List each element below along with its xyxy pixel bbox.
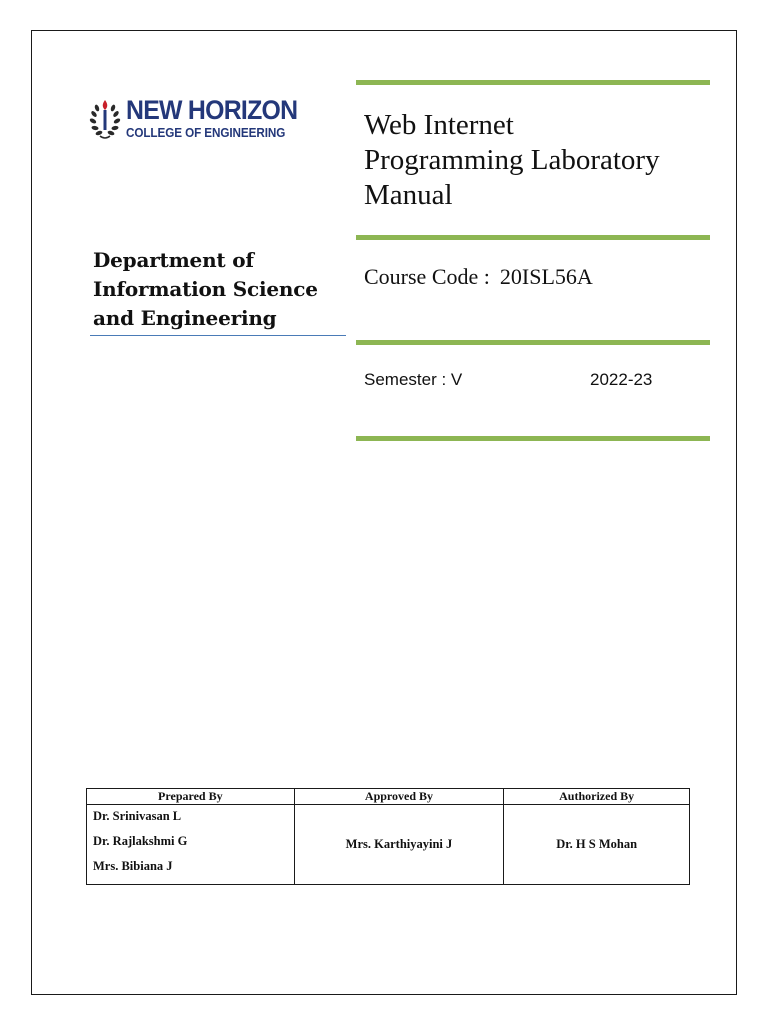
- department-title: [93, 246, 353, 333]
- manual-title-line2: Programming Laboratory: [364, 144, 660, 176]
- manual-title-line3: Manual: [364, 179, 453, 211]
- college-logo: [88, 95, 328, 144]
- signature-table: [86, 788, 690, 885]
- manual-title: [364, 108, 709, 213]
- department-line3: and Engineering: [93, 306, 277, 330]
- department-line1: Department of: [93, 248, 254, 272]
- course-code: [364, 264, 593, 290]
- semester-label: Semester : V: [364, 370, 463, 389]
- green-divider-3: [356, 340, 710, 345]
- preparer-3: Mrs. Bibiana J: [93, 859, 173, 873]
- department-line2: Information Science: [93, 277, 318, 301]
- prepared-by-cell: [87, 805, 295, 885]
- course-code-value: 20ISL56A: [499, 264, 593, 289]
- header-prepared-by: Prepared By: [87, 789, 295, 805]
- signature-header-row: [87, 789, 690, 805]
- academic-year: 2022-23: [590, 370, 653, 389]
- green-divider-2: [356, 235, 710, 240]
- green-divider-top: [356, 80, 710, 85]
- header-authorized-by: Authorized By: [504, 789, 690, 805]
- green-divider-bottom: [356, 436, 710, 441]
- approved-by-cell: Mrs. Karthiyayini J: [294, 805, 504, 885]
- department-underline: [90, 335, 346, 336]
- logo-name: NEW HORIZON: [126, 95, 298, 125]
- authorized-by-cell: Dr. H S Mohan: [504, 805, 690, 885]
- manual-title-line1: Web Internet: [364, 109, 514, 141]
- preparer-2: Dr. Rajlakshmi G: [93, 834, 188, 848]
- laurel-torch-icon: [88, 98, 122, 142]
- signature-row: [87, 805, 690, 885]
- header-approved-by: Approved By: [294, 789, 504, 805]
- logo-subtitle: COLLEGE OF ENGINEERING: [126, 125, 286, 140]
- preparer-1: Dr. Srinivasan L: [93, 809, 182, 823]
- course-code-label: Course Code :: [364, 264, 490, 289]
